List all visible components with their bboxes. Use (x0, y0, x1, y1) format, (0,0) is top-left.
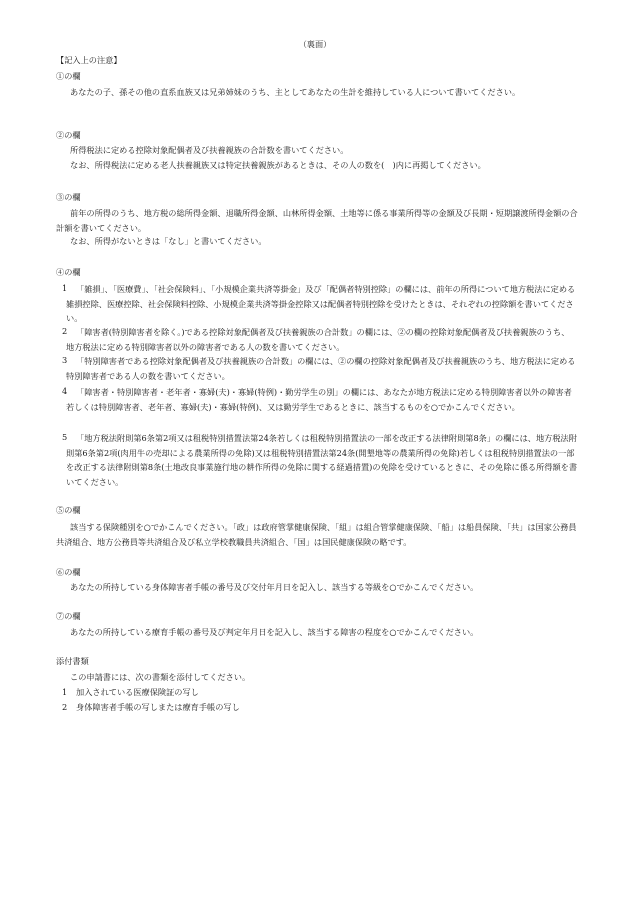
section-1-heading: ①の欄 (56, 71, 81, 81)
section-4-heading: ④の欄 (56, 267, 81, 277)
section-2-heading: ②の欄 (56, 130, 81, 140)
section-4-item-4-text: 「障害者・特別障害者・老年者・寡婦(夫)・寡婦(特例)・勤労学生の別」の欄には、あなたが地方税法に定める特別障害者以外の障害者若しくは特別障害者、老年者、寡婦(夫)・寡婦(特例)、又は勤労学生であるときに、該当するものを○でかこんでください。 (66, 387, 572, 412)
section-6-heading: ⑥の欄 (56, 567, 81, 577)
section-7-body: あなたの所持している療育手帳の番号及び判定年月日を記入し、該当する障害の程度を○でかこんでください。 (70, 627, 479, 637)
section-2-line-2: なお、所得税法に定める老人扶養親族又は特定扶養親族があるときは、その人の数を( )内に再掲してください。 (70, 160, 486, 170)
section-4-item-1-text: 「雑損」、「医療費」、「社会保険料」、「小規模企業共済等掛金」及び「配偶者特別控除」の欄には、前年の所得について地方税法に定める雑損控除、医療控除、社会保険料控除、小規模企業共済等掛金控除又は配偶者特別控除を受けたときは、それぞれの控除額を書いてください。 (66, 284, 576, 323)
section-3-line-2: なお、所得がないときは「なし」と書いてください。 (70, 236, 267, 246)
section-1-body: あなたの子、孫その他の直系血族又は兄弟姉妹のうち、主としてあなたの生計を維持している人について書いてください。 (70, 87, 521, 97)
section-4-item-2-text: 「障害者(特別障害者を除く。)である控除対象配偶者及び扶養親族の合計数」の欄には、②の欄の控除対象配偶者及び扶養親族のうち、地方税法に定める特別障害者以外の障害者である人の数を書いてください。 (66, 327, 570, 352)
section-4-item-3-text: 「特別障害者である控除対象配偶者及び扶養親族の合計数」の欄には、②の欄の控除対象配偶者及び扶養親族のうち、地方税法に定める特別障害者である人の数を書いてください。 (66, 356, 576, 381)
attachment-item-1-text: 加入されている医療保険証の写し (76, 687, 199, 697)
section-4-item-1-num: 1 (62, 283, 68, 293)
attachment-item-2-text: 身体障害者手帳の写しまたは療育手帳の写し (76, 702, 240, 712)
section-3-heading: ③の欄 (56, 192, 81, 202)
section-7-heading: ⑦の欄 (56, 611, 81, 621)
attachments-intro: この申請書には、次の書類を添付してください。 (70, 672, 251, 682)
section-5-body: 該当する保険種別を○でかこんでください。「政」は政府管掌健康保険、「組」は組合管掌健康保険、「船」は船員保険、「共」は国家公務員共済組合、地方公務員等共済組合及び私立学校教職員共済組合、「国」は国民健康保険の略です。 (56, 522, 577, 547)
section-2-line-1: 所得税法に定める控除対象配偶者及び扶養親族の合計数を書いてください。 (70, 145, 349, 155)
section-6-body: あなたの所持している身体障害者手帳の番号及び交付年月日を記入し、該当する等級を○でかこんでください。 (70, 582, 479, 592)
notice-heading: 【記入上の注意】 (56, 55, 122, 65)
section-4-item-3-num: 3 (62, 355, 68, 365)
page-title: （裏面） (298, 39, 332, 49)
section-4-item-5-text: 「地方税法附則第6条第2項又は租税特別措置法第24条若しくは租税特別措置法の一部を改正する法律附則第8条」の欄には、地方税法附則第6条第2項(肉用牛の売却による農業所得の免除)又は租税特別措置法第24条(開墾地等の農業所得の免除)若しくは租税特別措置法の一部を改正する法律附則第8条(土地改良事業施行地の耕作所得の免除に関する経過措置)の免除を受けているときに、その免除に係る所得額を書いてください。 (66, 433, 578, 487)
attachments-heading: 添付書類 (56, 656, 89, 666)
section-4-item-4-num: 4 (62, 386, 68, 396)
attachment-item-2-num: 2 (62, 702, 68, 712)
section-4-item-5-num: 5 (62, 432, 68, 442)
section-5-heading: ⑤の欄 (56, 505, 81, 515)
section-3-body: 前年の所得のうち、地方税の総所得金額、退職所得金額、山林所得金額、土地等に係る事業所得等の金額及び長期・短期譲渡所得金額の合計額を書いてください。 (56, 208, 578, 233)
attachment-item-1-num: 1 (62, 687, 68, 697)
section-4-item-2-num: 2 (62, 326, 68, 336)
